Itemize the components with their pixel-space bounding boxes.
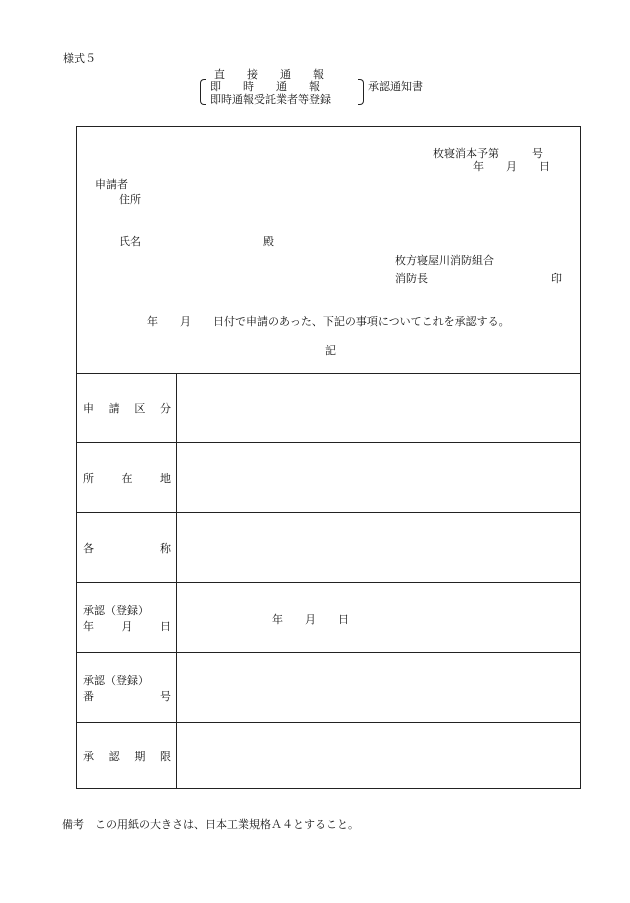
- title-line-immediate: 即 時 通 報: [210, 80, 320, 93]
- row-approval-number: [77, 653, 580, 723]
- form-frame: [76, 126, 581, 789]
- issuer-title: 消防長: [395, 272, 428, 285]
- value-approval-date[interactable]: 年 月 日: [272, 613, 349, 626]
- label-char: 区: [134, 401, 146, 415]
- label-location: 所 在 地: [83, 471, 171, 485]
- issuer-org: 枚方寝屋川消防組合: [395, 254, 494, 267]
- title-bracket-left: [200, 79, 206, 105]
- label-char: 請: [108, 401, 120, 415]
- label-application-type: [83, 400, 171, 416]
- value-location[interactable]: [177, 443, 580, 512]
- ki-heading: 記: [325, 344, 336, 357]
- remark-note: 備考 この用紙の大きさは、日本工業規格Ａ４とすること。: [62, 818, 359, 831]
- label-char: 分: [159, 401, 171, 415]
- value-name[interactable]: [177, 513, 580, 582]
- notice-header-section: [77, 127, 580, 374]
- address-label: 住所: [119, 193, 141, 206]
- label-name: 各 称: [83, 541, 171, 555]
- seal-mark: 印: [551, 272, 562, 285]
- applicant-label: 申請者: [95, 178, 128, 191]
- row-application-type: [77, 373, 580, 443]
- title-bracket-right: [358, 79, 364, 105]
- value-application-type[interactable]: [177, 373, 580, 442]
- form-number: 様式５: [63, 52, 96, 65]
- row-location: [77, 443, 580, 513]
- honorific: 殿: [263, 235, 274, 248]
- row-approval-deadline: [77, 723, 580, 788]
- title-line-direct: 直 接 通 報: [214, 68, 324, 81]
- label-approval-date: 承認（登録） 年 月 日: [83, 603, 171, 633]
- label-approval-number: 承認（登録） 番 号: [83, 673, 171, 703]
- label-char: 申: [83, 401, 94, 415]
- doc-number: 枚寝消本予第 号: [433, 147, 543, 160]
- approval-statement: 年 月 日付で申請のあった、下記の事項についてこれを承認する。: [147, 315, 510, 328]
- issue-date: 年 月 日: [473, 160, 550, 173]
- value-approval-number[interactable]: [177, 653, 580, 722]
- row-name: [77, 513, 580, 583]
- title-line-registration: 即時通報受託業者等登録: [210, 93, 331, 106]
- value-approval-deadline[interactable]: [177, 723, 580, 788]
- label-approval-deadline: 承 認 期 限: [83, 749, 171, 763]
- title-suffix: 承認通知書: [368, 80, 423, 93]
- name-label: 氏名: [119, 235, 141, 248]
- row-approval-date: [77, 583, 580, 653]
